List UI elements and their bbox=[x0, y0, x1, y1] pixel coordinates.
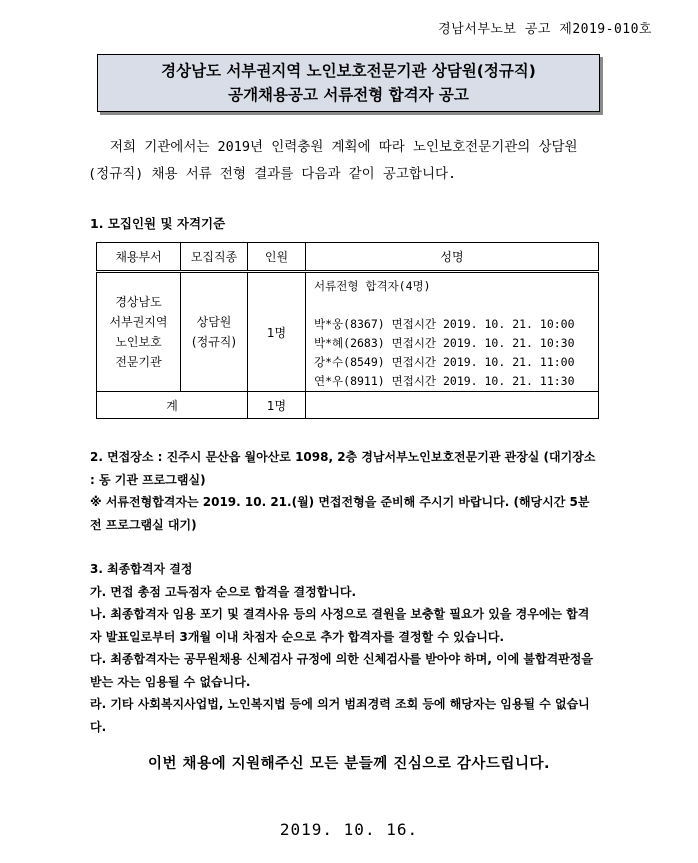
section3-heading: 3. 최종합격자 결정 bbox=[90, 562, 193, 576]
recruitment-table bbox=[96, 242, 599, 419]
candidate-item: 박*웅(8367) 면접시간 2019. 10. 21. 10:00 bbox=[314, 317, 575, 331]
section3-item: 다. 최종합격자는 공무원채용 신체검사 규정에 의한 신체검사를 받아야 하며, 이에 불합격판정을 받는 자는 임용될 수 없습니다. bbox=[90, 652, 593, 689]
body-text bbox=[90, 446, 600, 738]
candidate-item: 연*우(8911) 면접시간 2019. 10. 21. 11:30 bbox=[314, 374, 575, 388]
total-empty bbox=[306, 392, 599, 419]
section2-location: 2. 면접장소 : 진주시 문산읍 월아산로 1098, 2층 경남서부노인보호전문기관 관장실 (대기장소 : 동 기관 프로그램실) bbox=[90, 450, 596, 487]
intro-paragraph bbox=[88, 134, 600, 188]
thanks-message: 이번 채용에 지원해주신 모든 분들께 진심으로 감사드립니다. bbox=[148, 756, 550, 772]
names-header: 서류전형 합격자(4명) bbox=[314, 279, 431, 293]
dept-line: 전문기관 bbox=[115, 355, 162, 369]
table-row bbox=[97, 272, 599, 392]
title-box bbox=[97, 54, 600, 112]
candidate-item: 강*수(8549) 면접시간 2019. 10. 21. 11:00 bbox=[314, 355, 575, 369]
notice-number: 경남서부노보 공고 제2019-010호 bbox=[438, 22, 652, 37]
header-dept: 채용부서 bbox=[97, 243, 181, 272]
header-count: 인원 bbox=[248, 243, 306, 272]
dept-line: 서부권지역 bbox=[109, 315, 168, 329]
job-line: 상담원 bbox=[196, 315, 232, 329]
total-count: 1명 bbox=[248, 392, 306, 419]
total-label: 계 bbox=[97, 392, 248, 419]
count-cell: 1명 bbox=[248, 272, 306, 392]
header-name: 성명 bbox=[306, 243, 599, 272]
section3-item: 나. 최종합격자 임용 포기 및 결격사유 등의 사정으로 결원을 보충할 필요가 있을 경우에는 합격자 발표일로부터 3개월 이내 차점자 순으로 추가 합격자를 결정할 수 있습니다. bbox=[90, 607, 590, 644]
dept-line: 경상남도 bbox=[115, 295, 162, 309]
title-line-1: 경상남도 서부권지역 노인보호전문기관 상담원(정규직) bbox=[161, 62, 536, 80]
section3-item: 가. 면접 총점 고득점자 순으로 합격을 결정합니다. bbox=[90, 584, 357, 599]
dept-line: 노인보호 bbox=[115, 335, 162, 349]
job-cell bbox=[181, 272, 248, 392]
section3-item: 라. 기타 사회복지사업법, 노인복지법 등에 의거 범죄경력 조회 등에 해당자는 임용될 수 없습니다. bbox=[90, 697, 590, 734]
intro-line-2: (정규직) 채용 서류 전형 결과를 다음과 같이 공고합니다. bbox=[88, 166, 457, 182]
section1-heading: 1. 모집인원 및 자격기준 bbox=[90, 216, 226, 231]
header-job: 모집직종 bbox=[181, 243, 248, 272]
table-header-row bbox=[97, 243, 599, 272]
job-line: (정규직) bbox=[191, 335, 237, 349]
title-line-2: 공개채용공고 서류전형 합격자 공고 bbox=[228, 86, 469, 104]
candidate-item: 박*혜(2683) 면접시간 2019. 10. 21. 10:30 bbox=[314, 336, 575, 350]
section2-note: ※ 서류전형합격자는 2019. 10. 21.(월) 면접전형을 준비해 주시기 바랍니다. (해당시간 5분 전 프로그램실 대기) bbox=[90, 495, 590, 532]
dept-cell bbox=[97, 272, 181, 392]
intro-line-1: 저희 기관에서는 2019년 인력충원 계획에 따라 노인보호전문기관의 상담원 bbox=[110, 139, 578, 155]
names-cell bbox=[306, 272, 599, 392]
notice-date: 2019. 10. 16. bbox=[279, 820, 419, 839]
table-total-row bbox=[97, 392, 599, 419]
